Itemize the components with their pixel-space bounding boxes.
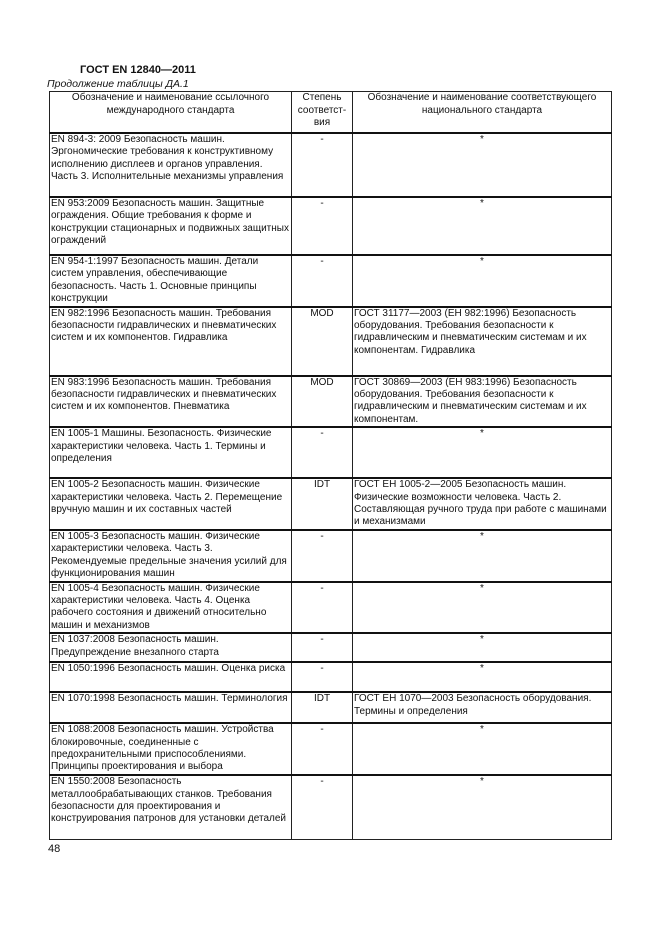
conformity-degree-cell: MOD xyxy=(292,376,353,428)
conformity-degree-cell: MOD xyxy=(292,307,353,376)
national-standard-cell: * xyxy=(353,723,612,775)
international-standard-cell: EN 953:2009 Безопасность машин. Защитные ограждения. Общие требования к форме и конструкции стационарных и подвижных защитных ограждений xyxy=(50,197,292,255)
international-standard-cell: EN 1088:2008 Безопасность машин. Устройства блокировочные, соединенные с предохранительными приспособлениями. Принципы проектирования и выбора xyxy=(50,723,292,775)
table-row xyxy=(50,478,612,530)
national-standard-cell: * xyxy=(353,662,612,692)
column-header-degree: Степень соответст-вия xyxy=(292,92,353,134)
international-standard-cell: EN 1005-1 Машины. Безопасность. Физические характеристики человека. Часть 1. Термины и определения xyxy=(50,427,292,478)
national-standard-cell: ГОСТ 30869—2003 (ЕН 983:1996) Безопасность оборудования. Требования безопасности к гидравлическим и пневматическим системам и их компонентам. xyxy=(353,376,612,428)
conformity-degree-cell: - xyxy=(292,633,353,662)
international-standard-cell: EN 954-1:1997 Безопасность машин. Детали систем управления, обеспечивающие безопасность. Часть 1. Основные принципы конструкции xyxy=(50,255,292,307)
conformity-degree-cell: - xyxy=(292,775,353,839)
conformity-degree-cell: - xyxy=(292,427,353,478)
table-row xyxy=(50,692,612,723)
conformity-degree-cell: - xyxy=(292,255,353,307)
column-header-international: Обозначение и наименование ссылочного международного стандарта xyxy=(50,92,292,134)
conformity-degree-cell: IDT xyxy=(292,692,353,723)
conformity-degree-cell: - xyxy=(292,582,353,634)
national-standard-cell: * xyxy=(353,582,612,634)
national-standard-cell: ГОСТ ЕН 1070—2003 Безопасность оборудования. Термины и определения xyxy=(353,692,612,723)
conformity-degree-cell: - xyxy=(292,723,353,775)
national-standard-cell: ГОСТ ЕН 1005-2—2005 Безопасность машин. Физические возможности человека. Часть 2. Составляющая ручного труда при работе с машинами и механизмами xyxy=(353,478,612,530)
national-standard-cell: * xyxy=(353,255,612,307)
conformity-degree-cell: - xyxy=(292,530,353,582)
table-header-row xyxy=(50,92,612,134)
national-standard-cell: * xyxy=(353,530,612,582)
table-continuation-caption: Продолжение таблицы ДА.1 xyxy=(47,78,189,90)
international-standard-cell: EN 1005-2 Безопасность машин. Физические характеристики человека. Часть 2. Перемещение вручную машин и их составных частей xyxy=(50,478,292,530)
conformity-degree-cell: - xyxy=(292,197,353,255)
table-row xyxy=(50,775,612,839)
national-standard-cell: * xyxy=(353,427,612,478)
national-standard-cell: * xyxy=(353,197,612,255)
national-standard-cell: * xyxy=(353,133,612,197)
national-standard-cell: ГОСТ 31177—2003 (ЕН 982:1996) Безопасность оборудования. Требования безопасности к гидравлическим и пневматическим системам и их компонентам. Гидравлика xyxy=(353,307,612,376)
international-standard-cell: EN 894-3: 2009 Безопасность машин. Эргономические требования к конструктивному исполнению дисплеев и органов управления. Часть 3. Исполнительные механизмы управления xyxy=(50,133,292,197)
table-row xyxy=(50,633,612,662)
table-row xyxy=(50,662,612,692)
document-title: ГОСТ EN 12840—2011 xyxy=(80,64,196,76)
table-row xyxy=(50,582,612,634)
international-standard-cell: EN 1050:1996 Безопасность машин. Оценка риска xyxy=(50,662,292,692)
table-row xyxy=(50,376,612,428)
table-row xyxy=(50,197,612,255)
table-row xyxy=(50,723,612,775)
international-standard-cell: EN 983:1996 Безопасность машин. Требования безопасности гидравлических и пневматических систем и их компонентов. Пневматика xyxy=(50,376,292,428)
table-row xyxy=(50,133,612,197)
international-standard-cell: EN 1005-3 Безопасность машин. Физические характеристики человека. Часть 3. Рекомендуемые предельные значения усилий для функционирования машин xyxy=(50,530,292,582)
international-standard-cell: EN 1070:1998 Безопасность машин. Терминология xyxy=(50,692,292,723)
international-standard-cell: EN 1005-4 Безопасность машин. Физические характеристики человека. Часть 4. Оценка рабочего состояния и движений относительно машин и механизмов xyxy=(50,582,292,634)
international-standard-cell: EN 1550:2008 Безопасность металлообрабатывающих станков. Требования безопасности для проектирования и конструирования патронов для установки деталей xyxy=(50,775,292,839)
national-standard-cell: * xyxy=(353,633,612,662)
international-standard-cell: EN 982:1996 Безопасность машин. Требования безопасности гидравлических и пневматических систем и их компонентов. Гидравлика xyxy=(50,307,292,376)
conformity-degree-cell: IDT xyxy=(292,478,353,530)
national-standard-cell: * xyxy=(353,775,612,839)
conformity-degree-cell: - xyxy=(292,133,353,197)
table-row xyxy=(50,307,612,376)
conformity-degree-cell: - xyxy=(292,662,353,692)
table-row xyxy=(50,255,612,307)
table-row xyxy=(50,530,612,582)
column-header-national: Обозначение и наименование соответствующего национального стандарта xyxy=(353,92,612,134)
table-row xyxy=(50,427,612,478)
standards-table xyxy=(49,91,612,840)
international-standard-cell: EN 1037:2008 Безопасность машин. Предупреждение внезапного старта xyxy=(50,633,292,662)
page-number: 48 xyxy=(48,843,61,855)
